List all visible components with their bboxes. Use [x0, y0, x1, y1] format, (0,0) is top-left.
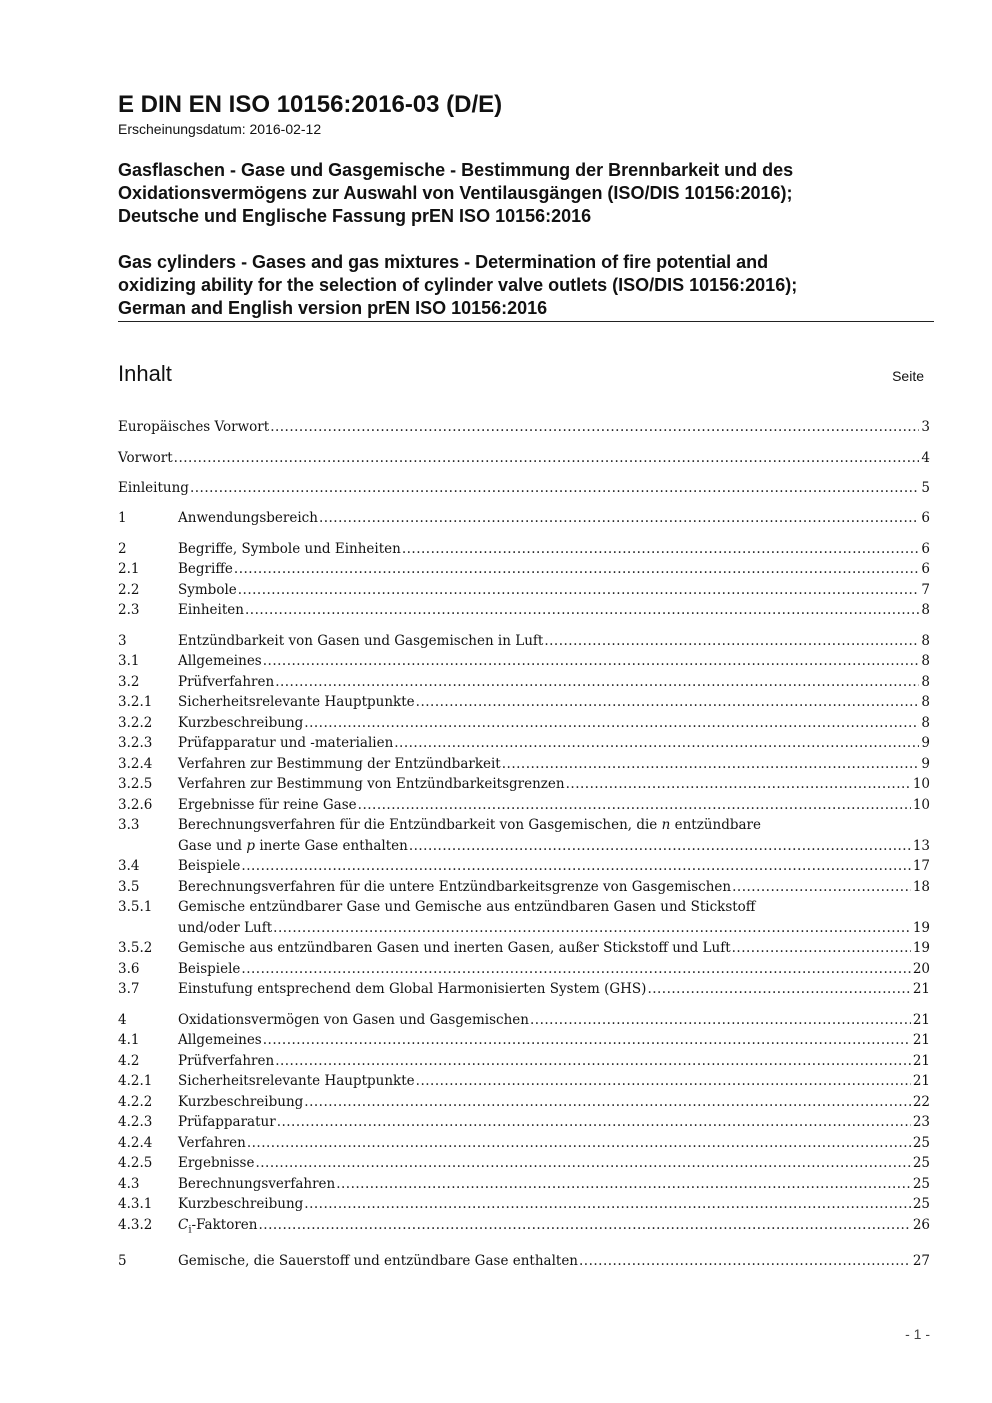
toc-leader-dots [579, 1251, 911, 1272]
title-english-line: oxidizing ability for the selection of cylinder valve outlets (ISO/DIS 10156:2016); [118, 275, 798, 295]
toc-entry-page: 9 [921, 735, 930, 751]
toc-entry[interactable] [118, 448, 930, 469]
toc-leader-dots [319, 508, 919, 529]
toc-entry-title: Prüfverfahren [178, 1053, 275, 1069]
toc-entry-variable: C [178, 1217, 189, 1233]
toc-entry-title: Gemische aus entzündbaren Gasen und inerten Gasen, außer Stickstoff und Luft [178, 940, 731, 956]
toc-entry-title: Vorwort [118, 450, 173, 466]
toc-leader-dots [409, 836, 911, 857]
toc-entry[interactable] [118, 1071, 930, 1092]
toc-entry-title: Beispiele [178, 858, 241, 874]
toc-entry-number: 4.2.3 [118, 1114, 153, 1130]
toc-entry[interactable] [118, 651, 930, 672]
toc-leader-dots [174, 448, 920, 469]
toc-entry-title-line: Gemische entzündbarer Gase und Gemische aus entzündbaren Gasen und Stickstoff [178, 899, 756, 915]
toc-entry[interactable] [118, 1092, 930, 1113]
toc-leader-dots [247, 1133, 911, 1154]
publication-date: Erscheinungsdatum: 2016-02-12 [118, 121, 322, 137]
toc-entry-page: 6 [921, 510, 930, 526]
toc-entry-page: 4 [921, 450, 930, 466]
toc-leader-dots [263, 1030, 911, 1051]
toc-leader-dots [544, 631, 919, 652]
toc-entry-title: Verfahren zur Bestimmung von Entzündbarkeitsgrenzen [178, 776, 565, 792]
toc-entry-title: Allgemeines [178, 1032, 262, 1048]
toc-entry[interactable] [118, 1251, 930, 1272]
toc-entry[interactable] [118, 959, 930, 980]
toc-entry[interactable] [118, 713, 930, 734]
toc-entry-page: 9 [921, 756, 930, 772]
toc-entry-title-line [178, 836, 408, 857]
toc-leader-dots [416, 1071, 911, 1092]
toc-leader-dots [241, 856, 910, 877]
toc-heading: Inhalt [118, 361, 172, 386]
toc-entry[interactable] [118, 631, 930, 652]
toc-leader-dots [304, 1194, 911, 1215]
toc-entry-title: Prüfverfahren [178, 674, 275, 690]
toc-entry[interactable] [118, 979, 930, 1000]
toc-entry-title-text: Gase und [178, 837, 247, 854]
page-number: - 1 - [905, 1326, 930, 1342]
toc-entry-number: 3.2.3 [118, 735, 153, 751]
toc-leader-dots [255, 1153, 910, 1174]
toc-entry-title: Symbole [178, 582, 237, 598]
toc-entry-page: 8 [921, 653, 930, 669]
toc-leader-dots [234, 559, 920, 580]
toc-leader-dots [732, 938, 911, 959]
toc-leader-dots [304, 1092, 911, 1113]
toc-entry-number: 3.5.2 [118, 940, 153, 956]
toc-entry-variable: n [661, 817, 671, 833]
toc-entry-page: 8 [921, 715, 930, 731]
toc-entry-number: 2.3 [118, 602, 140, 618]
toc-entry[interactable] [118, 692, 930, 713]
toc-entry-page: 13 [912, 837, 930, 854]
toc-entry-number: 4.1 [118, 1032, 140, 1048]
toc-entry[interactable] [118, 1112, 930, 1133]
toc-entry-number: 4.2.5 [118, 1155, 153, 1171]
toc-entry-number: 3.5.1 [118, 899, 153, 915]
toc-entry-page: 26 [912, 1217, 930, 1233]
title-german-line: Oxidationsvermögens zur Auswahl von Ventilausgängen (ISO/DIS 10156:2016); [118, 183, 793, 203]
toc-entry-page: 20 [912, 961, 930, 977]
toc-entry-number: 3.3 [118, 817, 140, 833]
toc-entry[interactable] [118, 1194, 930, 1215]
toc-entry[interactable] [118, 938, 930, 959]
toc-leader-dots [336, 1174, 911, 1195]
toc-entry[interactable] [118, 877, 930, 898]
toc-entry-number: 2.1 [118, 561, 140, 577]
toc-entry[interactable] [118, 1174, 930, 1195]
toc-leader-dots [275, 1051, 911, 1072]
toc-entry-title: Ergebnisse [178, 1155, 255, 1171]
toc-entry[interactable] [118, 733, 930, 754]
toc-entry-title: Begriffe [178, 561, 233, 577]
toc-entry-title: Allgemeines [178, 653, 262, 669]
toc-entry-page: 10 [912, 797, 930, 813]
toc-entry-title: Einleitung [118, 480, 189, 496]
title-german-line: Deutsche und Englische Fassung prEN ISO 10156:2016 [118, 206, 592, 226]
toc-entry[interactable] [118, 1051, 930, 1072]
toc-entry-page: 18 [912, 879, 930, 895]
toc-leader-dots [304, 713, 919, 734]
toc-leader-dots [273, 918, 911, 939]
toc-entry-number: 3.6 [118, 961, 140, 977]
toc-leader-dots [394, 733, 919, 754]
toc-leader-dots [263, 651, 920, 672]
toc-leader-dots [270, 417, 919, 438]
toc-entry-title: Kurzbeschreibung [178, 1094, 304, 1110]
toc-entry-title: Kurzbeschreibung [178, 1196, 304, 1212]
toc-entry-number: 3 [118, 633, 127, 649]
toc-entry-title-text: -Faktoren [191, 1217, 258, 1233]
toc-entry-title-line: und/oder Luft [178, 919, 273, 936]
toc-leader-dots [647, 979, 910, 1000]
toc-entry-number: 3.2.1 [118, 694, 153, 710]
toc-entry-page: 6 [921, 541, 930, 557]
toc-entry[interactable] [118, 600, 930, 621]
toc-entry-subscript: i [188, 1224, 192, 1236]
toc-entry-number: 3.2.6 [118, 797, 153, 813]
toc-entry[interactable] [118, 539, 930, 560]
toc-entry-variable: p [246, 837, 256, 854]
toc-entry[interactable] [118, 417, 930, 438]
toc-entry-title: Einstufung entsprechend dem Global Harmonisierten System (GHS) [178, 981, 647, 997]
toc-leader-dots [277, 1112, 911, 1133]
toc-entry-number: 4.3.1 [118, 1196, 153, 1212]
toc-entry-number: 4 [118, 1012, 127, 1028]
toc-entry-number: 4.2 [118, 1053, 140, 1069]
toc-entry-page: 22 [912, 1094, 930, 1110]
toc-entry-page: 8 [921, 694, 930, 710]
toc-entry-title: Prüfapparatur und -materialien [178, 735, 394, 751]
toc-entry-page: 5 [921, 480, 930, 496]
toc-entry[interactable] [118, 1133, 930, 1154]
toc-entry-title: Oxidationsvermögen von Gasen und Gasgemischen [178, 1012, 529, 1028]
toc-entry-page: 7 [921, 582, 930, 598]
toc-entry-page: 25 [912, 1135, 930, 1151]
toc-entry[interactable] [118, 1010, 930, 1031]
toc-entry-page: 17 [912, 858, 930, 874]
toc-entry[interactable] [118, 1030, 930, 1051]
toc-leader-dots [258, 1215, 910, 1236]
toc-page-column-label: Seite [892, 368, 924, 384]
title-german-line: Gasflaschen - Gase und Gasgemische - Bestimmung der Brennbarkeit und des [118, 160, 794, 180]
toc-leader-dots [238, 580, 920, 601]
toc-leader-dots [416, 692, 920, 713]
toc-entry-number: 2.2 [118, 582, 140, 598]
toc-entry-page: 6 [921, 561, 930, 577]
toc-entry-title: Verfahren zur Bestimmung der Entzündbarkeit [178, 756, 501, 772]
toc-entry-title: Sicherheitsrelevante Hauptpunkte [178, 1073, 415, 1089]
toc-entry[interactable] [118, 815, 930, 856]
toc-entry-title-text: entzündbare [670, 817, 761, 833]
toc-entry-page: 21 [912, 1012, 930, 1028]
toc-entry-number: 2 [118, 541, 127, 557]
toc-entry-title: Einheiten [178, 602, 244, 618]
toc-entry-title: Europäisches Vorwort [118, 419, 270, 435]
toc-entry-page: 27 [912, 1253, 930, 1269]
toc-entry-number: 4.3.2 [118, 1217, 153, 1233]
toc-entry-number: 3.7 [118, 981, 140, 997]
toc-entry-number: 3.4 [118, 858, 140, 874]
toc-entry-number: 3.2 [118, 674, 140, 690]
toc-leader-dots [732, 877, 911, 898]
toc-leader-dots [275, 672, 919, 693]
toc-entry[interactable] [118, 508, 930, 529]
toc-leader-dots [190, 478, 919, 499]
toc-entry-title-line [178, 815, 930, 836]
toc-entry-number: 4.2.1 [118, 1073, 153, 1089]
toc-entry-title-text: inerte Gase enthalten [255, 837, 408, 854]
toc-entry-page: 8 [921, 602, 930, 618]
toc-entry[interactable] [118, 478, 930, 499]
toc-leader-dots [566, 774, 911, 795]
toc-entry-number: 3.1 [118, 653, 140, 669]
toc-entry-number: 4.2.2 [118, 1094, 153, 1110]
toc-entry[interactable] [118, 559, 930, 580]
toc-entry-number: 3.5 [118, 879, 140, 895]
toc-entry-title: Berechnungsverfahren [178, 1176, 336, 1192]
toc-entry-title: Berechnungsverfahren für die untere Entzündbarkeitsgrenze von Gasgemischen [178, 879, 732, 895]
toc-entry-number: 4.2.4 [118, 1135, 153, 1151]
title-english-line: German and English version prEN ISO 10156:2016 [118, 298, 548, 318]
document-id: E DIN EN ISO 10156:2016-03 (D/E) [118, 91, 503, 118]
toc-entry[interactable] [118, 754, 930, 775]
toc-entry-title: Ergebnisse für reine Gase [178, 797, 357, 813]
toc-entry-page: 21 [912, 1053, 930, 1069]
toc-entry-title: Verfahren [178, 1135, 246, 1151]
toc-entry[interactable] [118, 672, 930, 693]
toc-entry-page: 21 [912, 981, 930, 997]
toc-entry-number: 4.3 [118, 1176, 140, 1192]
toc-entry-title: Begriffe, Symbole und Einheiten [178, 541, 401, 557]
toc-entry-number: 3.2.2 [118, 715, 153, 731]
toc-entry-page: 23 [912, 1114, 930, 1130]
toc-entry-page: 19 [912, 919, 930, 936]
toc-leader-dots [241, 959, 910, 980]
toc-leader-dots [358, 795, 911, 816]
toc-entry[interactable] [118, 1215, 930, 1241]
toc-entry-page: 19 [912, 940, 930, 956]
toc-entry-page: 21 [912, 1073, 930, 1089]
toc-entry[interactable] [118, 1153, 930, 1174]
toc-entry-page: 10 [912, 776, 930, 792]
toc-entry-page: 25 [912, 1155, 930, 1171]
toc-entry-title: Gemische, die Sauerstoff und entzündbare Gase enthalten [178, 1253, 579, 1269]
toc-leader-dots [402, 539, 920, 560]
toc-leader-dots [530, 1010, 911, 1031]
title-english-line: Gas cylinders - Gases and gas mixtures - Determination of fire potential and [118, 252, 769, 272]
toc-entry-page: 25 [912, 1176, 930, 1192]
toc-entry-number: 3.2.5 [118, 776, 153, 792]
toc-entry[interactable] [118, 795, 930, 816]
toc-entry-title: Entzündbarkeit von Gasen und Gasgemischen in Luft [178, 633, 544, 649]
toc-entry-title: Prüfapparatur [178, 1114, 276, 1130]
toc-entry-number: 1 [118, 510, 127, 526]
toc-leader-dots [245, 600, 919, 621]
toc-entry-page: 21 [912, 1032, 930, 1048]
toc-leader-dots [502, 754, 920, 775]
toc-entry-page: 8 [921, 674, 930, 690]
toc-entry-title: Kurzbeschreibung [178, 715, 304, 731]
toc-entry-title-text: Berechnungsverfahren für die Entzündbarkeit von Gasgemischen, die [178, 817, 662, 833]
toc-entry[interactable] [118, 897, 930, 938]
toc-entry-page: 3 [921, 419, 930, 435]
toc-entry-title [178, 1215, 257, 1241]
toc-entry-title: Sicherheitsrelevante Hauptpunkte [178, 694, 415, 710]
toc-entry-page: 8 [921, 633, 930, 649]
toc-entry[interactable] [118, 856, 930, 877]
toc-entry-page: 25 [912, 1196, 930, 1212]
toc-entry[interactable] [118, 580, 930, 601]
toc-entry[interactable] [118, 774, 930, 795]
toc-entry-title: Anwendungsbereich [178, 510, 318, 526]
toc-entry-title: Beispiele [178, 961, 241, 977]
toc-entry-number: 5 [118, 1253, 127, 1269]
toc-entry-number: 3.2.4 [118, 756, 153, 772]
